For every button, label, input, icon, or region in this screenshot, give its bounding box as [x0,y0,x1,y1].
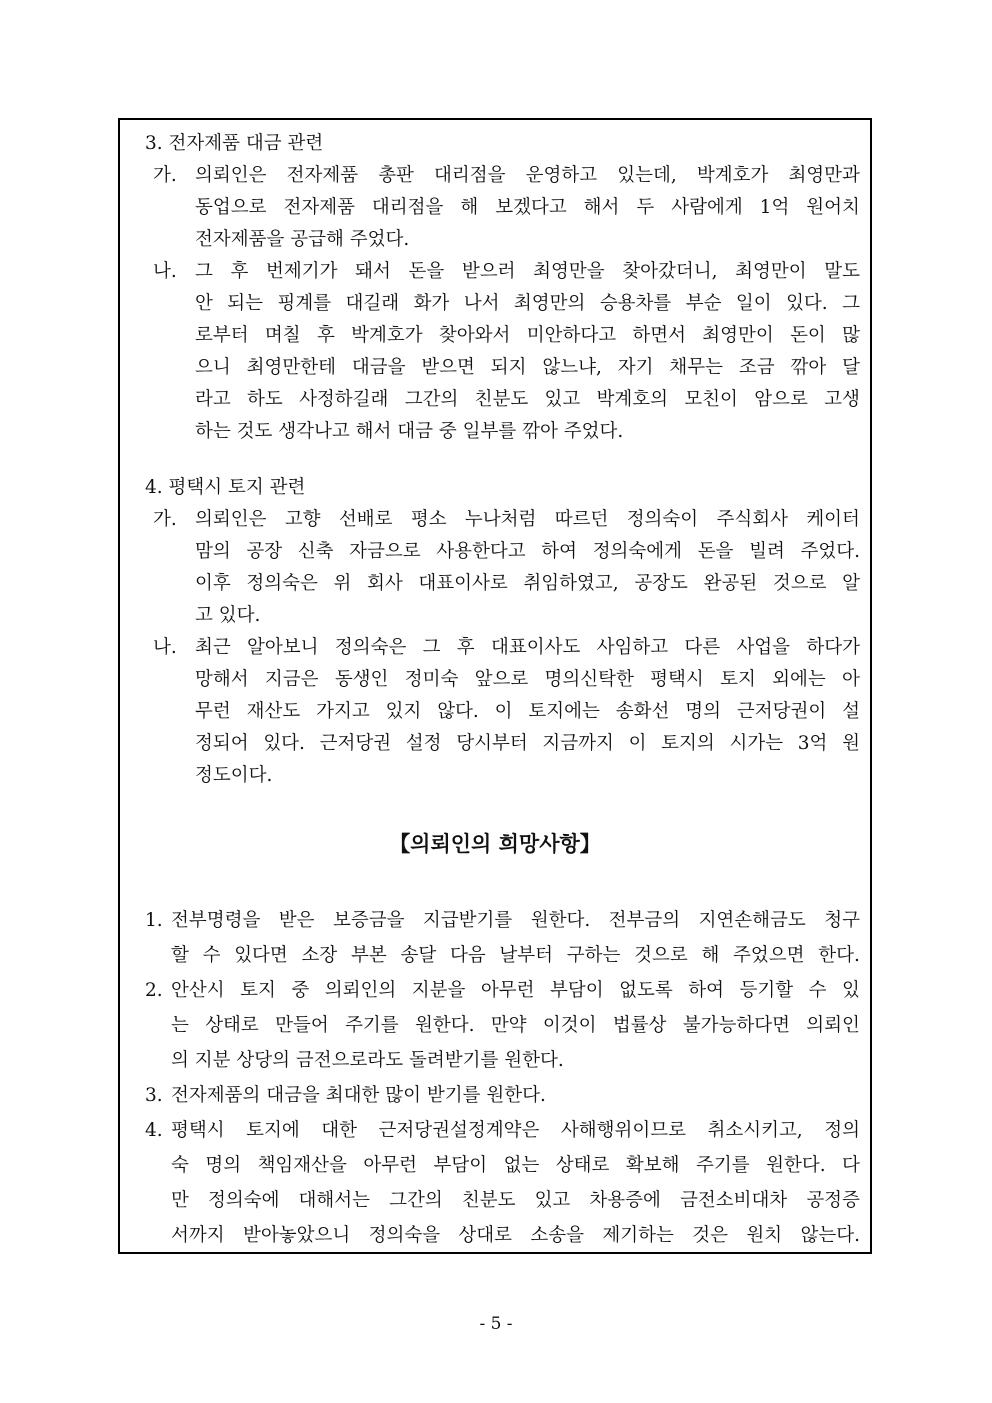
section4-ga-line: 고 있다. [195,605,261,626]
section4-ga-line: 맘의 공장 신축 자금으로 사용한다고 하여 정의숙에게 돈을 빌려 주었다. [195,541,860,562]
wish-line: 만 정의숙에 대해서는 그간의 친분도 있고 차용증에 금전소비대차 공정증 [171,1190,860,1211]
wish-line: 숙 명의 책임재산을 아무런 부담이 없는 상태로 확보해 주기를 원한다. 다 [171,1155,860,1176]
section3-ga-line: 전자제품을 공급해 주었다. [195,229,410,250]
wish-line: 평택시 토지에 대한 근저당권설정계약은 사해행위이므로 취소시키고, 정의 [171,1120,860,1141]
wish-line: 할 수 있다면 소장 부본 송달 다음 날부터 구하는 것으로 해 주었으면 한다. [171,945,860,966]
section4-ga-line: 이후 정의숙은 위 회사 대표이사로 취임하였고, 공장도 완공된 것으로 알 [195,573,860,594]
section3-ga-marker: 가. [153,165,177,186]
section3-na-line: 라고 하도 사정하길래 그간의 친분도 있고 박계호의 모친이 암으로 고생 [195,389,860,410]
section3-na-line: 안 되는 핑계를 대길래 화가 나서 최영만의 승용차를 부순 일이 있다. 그 [195,293,860,314]
wish-line: 전부명령을 받은 보증금을 지급받기를 원한다. 전부금의 지연손해금도 청구 [171,910,860,931]
wish-number: 1. [145,910,163,931]
section4-title: 4. 평택시 토지 관련 [145,477,306,498]
section4-na-line: 무런 재산도 가지고 있지 않다. 이 토지에는 송화선 명의 근저당권이 설 [195,701,860,722]
section3-title: 3. 전자제품 대금 관련 [145,133,324,154]
wish-number: 2. [145,980,163,1001]
section4-na-line: 망해서 지금은 동생인 정미숙 앞으로 명의신탁한 평택시 토지 외에는 아 [195,669,860,690]
section3-na-marker: 나. [153,261,177,282]
section4-na-marker: 나. [153,637,177,658]
document-frame [118,118,872,1254]
wish-line: 의 지분 상당의 금전으로라도 돌려받기를 원한다. [171,1050,564,1071]
wish-number: 4. [145,1120,163,1141]
wish-line: 서까지 받아놓았으니 정의숙을 상대로 소송을 제기하는 것은 원치 않는다. [171,1225,860,1246]
section4-na-line: 정되어 있다. 근저당권 설정 당시부터 지금까지 이 토지의 시가는 3억 원 [195,733,860,754]
wishes-heading: 【의뢰인의 희망사항】 [389,831,601,856]
section3-na-line: 으니 최영만한테 대금을 받으면 되지 않느냐, 자기 채무는 조금 깎아 달 [195,357,860,378]
section4-ga-line: 의뢰인은 고향 선배로 평소 누나처럼 따르던 정의숙이 주식회사 케이터 [195,509,860,530]
page-number: - 5 - [479,1314,513,1334]
wish-line: 는 상태로 만들어 주기를 원한다. 만약 이것이 법률상 불가능하다면 의뢰인 [171,1015,860,1036]
section4-na-line: 최근 알아보니 정의숙은 그 후 대표이사도 사임하고 다른 사업을 하다가 [195,637,860,658]
section4-na-line: 정도이다. [195,765,273,786]
wish-line: 전자제품의 대금을 최대한 많이 받기를 원한다. [171,1085,546,1106]
section3-na-line: 그 후 번제기가 돼서 돈을 받으러 최영만을 찾아갔더니, 최영만이 말도 [195,261,860,282]
section3-ga-line: 동업으로 전자제품 대리점을 해 보겠다고 해서 두 사람에게 1억 원어치 [195,197,860,218]
wish-number: 3. [145,1085,163,1106]
section3-na-line: 로부터 며칠 후 박계호가 찾아와서 미안하다고 하면서 최영만이 돈이 많 [195,325,860,346]
section3-na-line: 하는 것도 생각나고 해서 대금 중 일부를 깎아 주었다. [195,421,624,442]
section3-ga-line: 의뢰인은 전자제품 총판 대리점을 운영하고 있는데, 박계호가 최영만과 [195,165,860,186]
wish-line: 안산시 토지 중 의뢰인의 지분을 아무런 부담이 없도록 하여 등기할 수 있 [171,980,860,1001]
section4-ga-marker: 가. [153,509,177,530]
